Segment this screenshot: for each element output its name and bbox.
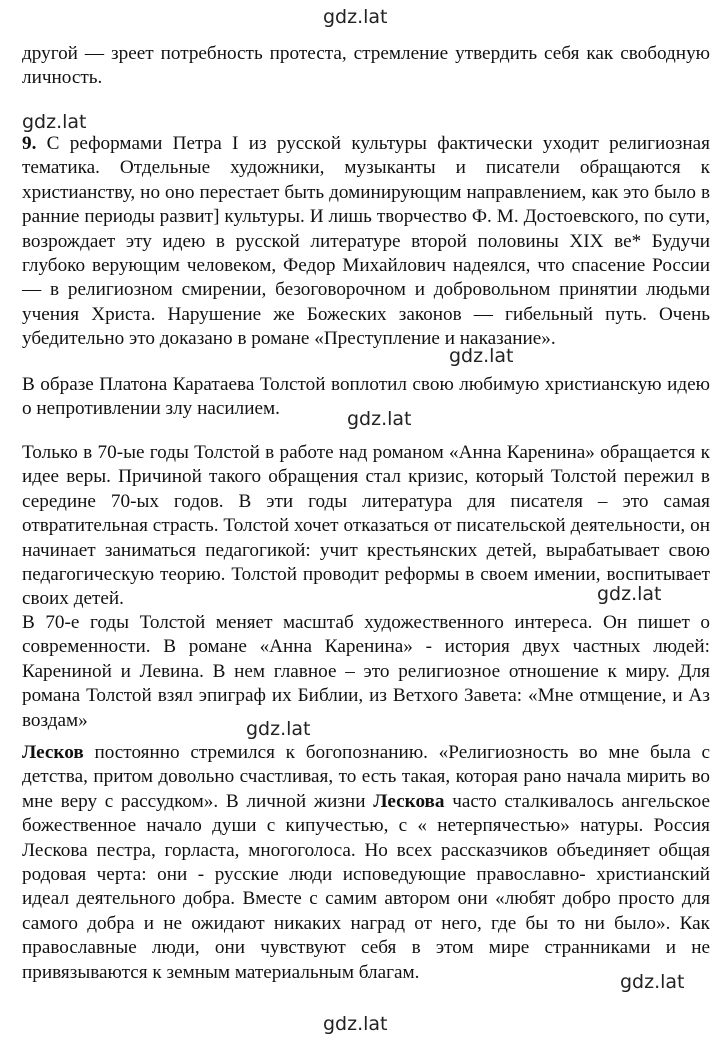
watermark-after-p6: gdz.lat bbox=[620, 971, 685, 993]
watermark-after-p4: gdz.lat bbox=[597, 583, 662, 605]
paragraph-2 bbox=[22, 132, 710, 352]
watermark-after-p2: gdz.lat bbox=[449, 345, 514, 367]
watermark-top: gdz.lat bbox=[323, 6, 388, 28]
paragraph-4-text: Только в 70-ые годы Толстой в работе над романом «Анна Каренина» обращается к идее веры. Причиной такого обращения стал кризис, который Толстой пережил в середине 70-ых годов. В эти годы литература для писателя – это самая отвратительная страсть. Толстой хочет отказаться от писательской деятельности, он начинает заниматься педагогикой: учит крестьянских детей, вырабатывает свою педагогическую теорию. Толстой проводит реформы в своем имении, воспитывает своих детей. bbox=[22, 442, 710, 610]
paragraph-6-text-2: часто сталкивалось ангельское божественное начало души с кипучестью, с « нетерпячестью» натуры. Россия Лескова пестра, горласта, многоголоса. Но всех рассказчиков объединяет общая родовая черта: они - русские люди исповедующие православно- христианский идеал деятельного добра. Вместе с самим автором они «любят добро просто для самого добра и не ожидают никаких наград от него, где бы то ни было». Как православные люди, они чувствуют себя в этом мире странниками и не привязываются к земным материальным благам. bbox=[22, 790, 710, 983]
paragraph-1-text: другой — зреет потребность протеста, стремление утвердить себя как свободную личность. bbox=[22, 43, 710, 89]
watermark-after-p3: gdz.lat bbox=[347, 408, 412, 430]
paragraph-3-text: В образе Платона Каратаева Толстой воплотил свою любимую христианскую идею о непротивлении злу насилием. bbox=[22, 374, 710, 420]
paragraph-2-text: С реформами Петра I из русской культуры фактически уходит религиозная тематика. Отдельные художники, музыканты и писатели обращаются к христианству, но оно перестает быть доминирующим направлением, как это было в ранние периоды развит] культуры. И лишь творчество Ф. М. Достоевского, по сути, возрождает эту идею в русской литературе второй половины XIX ве* Будучи глубоко верующим человеком, Федор Михайлович надеялся, что спасение России — в религиозном смирении, безоговорочном и добровольном принятии людьми учения Христа. Нарушение же Божеских законов — гибельный путь. Очень убедительно это доказано в романе «Преступление и наказание». bbox=[22, 133, 710, 350]
author-name-leskova: Лескова bbox=[373, 790, 445, 812]
paragraph-5-text: В 70-е годы Толстой меняет масштаб художественного интереса. Он пишет о современности. В романе «Анна Каренина» - история двух частных людей: Карениной и Левина. В нем главное – это религиозное отношение к миру. Для романа Толстой взял эпиграф их Библии, из Ветхого Завета: «Мне отмщение, и Аз воздам» bbox=[22, 612, 710, 731]
watermark-after-p5: gdz.lat bbox=[246, 718, 311, 740]
paragraph-6-text-1: постоянно стремился к богопознанию. «Религиозность во мне была с детства, притом довольно счастливая, то есть такая, которая рано начала мирить во мне веру с рассудком». В личной жизни bbox=[22, 742, 710, 812]
paragraph-6 bbox=[22, 741, 710, 985]
watermark-left-mid: gdz.lat bbox=[22, 111, 87, 133]
paragraph-5 bbox=[22, 611, 710, 733]
watermark-bottom: gdz.lat bbox=[323, 1013, 388, 1035]
author-name-leskov: Лесков bbox=[22, 742, 84, 763]
paragraph-2-number: 9. bbox=[22, 133, 37, 154]
paragraph-1 bbox=[22, 42, 710, 91]
